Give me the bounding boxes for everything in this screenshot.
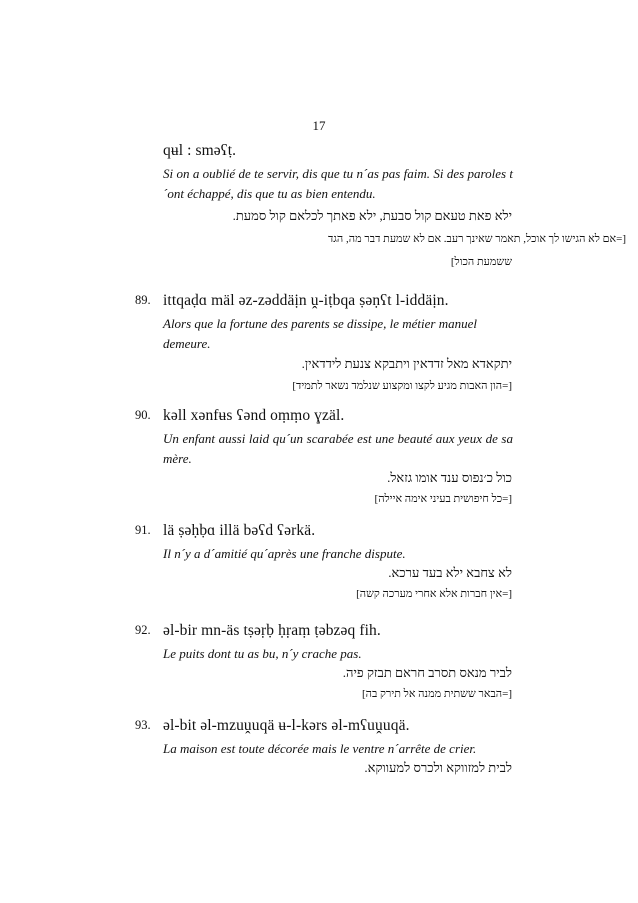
proverb-french-translation: Un enfant aussi laid qu´un scarabée est une beauté aux yeux de sa mère. <box>163 431 513 466</box>
proverb-french-translation: Il n´y a d´amitié qu´après une franche dispute. <box>163 546 406 561</box>
proverb-hebrew: ילא פאת טעאם קול סבעת, ילא פאתך לכלאם קול סמעת. <box>232 208 512 223</box>
proverb-hebrew-note: [=הבאר ששתית ממנה אל תירק בה] <box>362 688 512 700</box>
proverb-transliteration: əl-bit əl-mzuṷuqä ʉ-l-kərs əl-mʕuṷuqä. <box>163 717 410 734</box>
proverb-number: 93. <box>135 718 151 732</box>
proverb-transliteration: lä ṣəḥḅɑ illä bəʕd ʕərkä. <box>163 522 316 539</box>
proverb-french-translation: Si on a oublié de te servir, dis que tu n´as pas faim. Si des paroles t´ont échappé, dis que tu as bien entendu. <box>163 166 513 201</box>
proverb-hebrew-note: [=הון האבות מגיע לקצו ומקצוע שנלמד נשאר לתמיד] <box>292 380 512 392</box>
proverb-hebrew-note: [=כל חיפושית בעיני אימה איילה] <box>374 493 512 505</box>
proverb-transliteration: kəll xənfʉs ʕənd oṃṃo ɣzäl. <box>163 407 345 424</box>
proverb-french-translation: La maison est toute décorée mais le ventre n´arrête de crier. <box>163 741 477 756</box>
proverb-hebrew: לא צחבא ילא בעד ערכא. <box>388 565 512 580</box>
proverb-hebrew-note: [=אם לא הגישו לך אוכל, תאמר שאינך רעב. אם לא שמעת דבר מה, הגד <box>328 233 626 245</box>
proverb-hebrew: כול כ׳נפוס ענד אומו גזאל. <box>387 470 512 485</box>
proverb-french-translation: Le puits dont tu as bu, n´y crache pas. <box>163 646 362 661</box>
proverb-number: 89. <box>135 293 151 307</box>
page-number: 17 <box>312 118 326 133</box>
proverb-hebrew: יתקאדא מאל זדדאין ויתבקא צנעת לידדאין. <box>301 356 512 371</box>
proverb-number: 92. <box>135 623 151 637</box>
proverb-hebrew-note: [=אין חברות אלא אחרי מערכה קשה] <box>356 588 512 600</box>
proverb-transliteration: əl-bir mn-äs tṣəṛḅ ḥṛaṃ ṭəbzəq fih. <box>163 622 381 639</box>
proverb-hebrew-note-continued: ששמעת הכול] <box>450 256 512 268</box>
proverb-hebrew: לביר מנאס תסרב חראם תבזק פיה. <box>342 665 512 680</box>
proverb-transliteration: qʉl : sməʕṭ. <box>163 142 237 159</box>
proverb-transliteration: ittqaḍɑ mäl əz-zəddäịn ṷ-iṭbqa ṣəṇʕt l-iddäịn. <box>163 292 449 309</box>
proverb-number: 91. <box>135 523 151 537</box>
proverb-hebrew: לבית למזווקא ולכרס למעווקא. <box>364 760 512 775</box>
proverb-number: 90. <box>135 408 151 422</box>
proverb-french-translation: Alors que la fortune des parents se dissipe, le métier manuel demeure. <box>163 316 478 351</box>
